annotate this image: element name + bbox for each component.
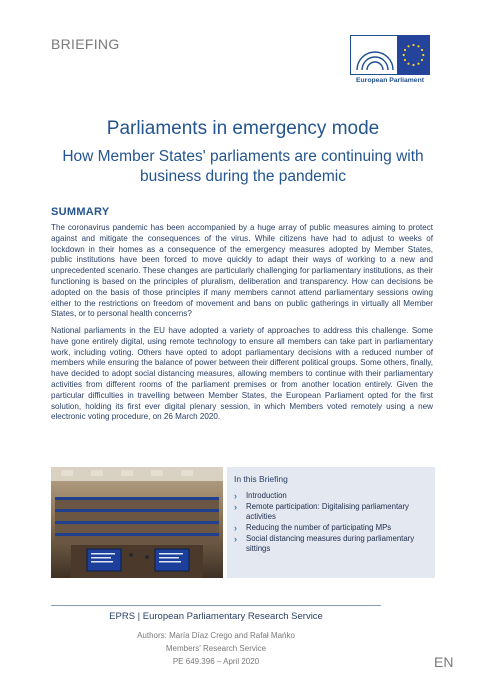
document-type-label: BRIEFING	[51, 36, 120, 52]
service-name: EPRS | European Parliamentary Research Service	[109, 611, 323, 622]
department-line: Members' Research Service	[165, 644, 267, 653]
toc-heading: In this Briefing	[234, 474, 288, 484]
toc-item[interactable]	[234, 491, 432, 501]
logo-caption: European Parliament	[356, 77, 424, 84]
summary-paragraph: National parliaments in the EU have adopted a variety of approaches to address this challenge. Some have gone entirely digital, using remote technology to ensure all members can take part in parliamentary work, including voting. Others have opted to adopt parliamentary decisions with a reduced number of members while ensuring the balance of power between their different political groups. Some others, finally, have decided to adopt social distancing measures, allowing members to continue with their parliamentary activities from different rooms of the parliament premises or from another location entirely. Given the particular difficulties in travelling between Member States, the European Parliament opted for the first solution, holding its first ever digital plenary session, in which Members voted remotely using a new electronic voting procedure, on 26 March 2020.	[51, 326, 433, 422]
european-parliament-logo	[350, 35, 430, 93]
toc-item[interactable]	[234, 534, 432, 554]
plenary-photo	[51, 467, 223, 578]
chevron-right-icon: ›	[234, 491, 237, 501]
authors-line: Authors: María Díaz Crego and Rafał Mańko	[137, 631, 295, 640]
toc-item[interactable]	[234, 502, 432, 522]
chevron-right-icon: ›	[234, 523, 237, 533]
summary-heading: SUMMARY	[51, 206, 110, 218]
toc-item-label: Introduction	[246, 491, 287, 500]
eu-flag-icon	[397, 35, 430, 75]
footer-divider	[51, 605, 381, 606]
plenary-chamber-image	[51, 467, 223, 578]
document-title: Parliaments in emergency mode	[106, 118, 380, 139]
toc-item-label: Social distancing measures during parliamentary sittings	[246, 534, 415, 553]
eu-stars-icon	[397, 35, 430, 75]
toc-item-label: Reducing the number of participating MPs	[246, 523, 392, 532]
document-subtitle: How Member States' parliaments are continuing with business during the pandemic	[62, 148, 424, 185]
summary-paragraph: The coronavirus pandemic has been accompanied by a huge array of public measures aiming to protect against and mitigate the consequences of the virus. While citizens have had to adjust to weeks of lockdown in their homes as a consequence of the emergency measures adopted by Member States, public institutions have been forced to move quickly to adapt their ways of working to a new and unprecedented scenario. These changes are particularly challenging for parliamentary institutions, as their functioning is based on the principles of pluralism, deliberation and transparency. How can decisions be adopted on the basis of those principles if many members cannot attend parliamentary sessions owing either to the restrictions on freedom of movement and bans on public gatherings in virtually all Member States, or to personal health concerns?	[51, 223, 433, 319]
chevron-right-icon: ›	[234, 534, 237, 544]
in-this-briefing-box	[227, 467, 435, 578]
toc-list	[234, 491, 432, 555]
reference-line: PE 649.396 – April 2020	[172, 657, 260, 666]
chevron-right-icon: ›	[234, 502, 237, 512]
toc-item-label: Remote participation: Digitalising parliamentary activities	[246, 502, 409, 521]
authors-block	[51, 629, 381, 668]
toc-item[interactable]	[234, 523, 432, 533]
language-code: EN	[434, 654, 454, 670]
